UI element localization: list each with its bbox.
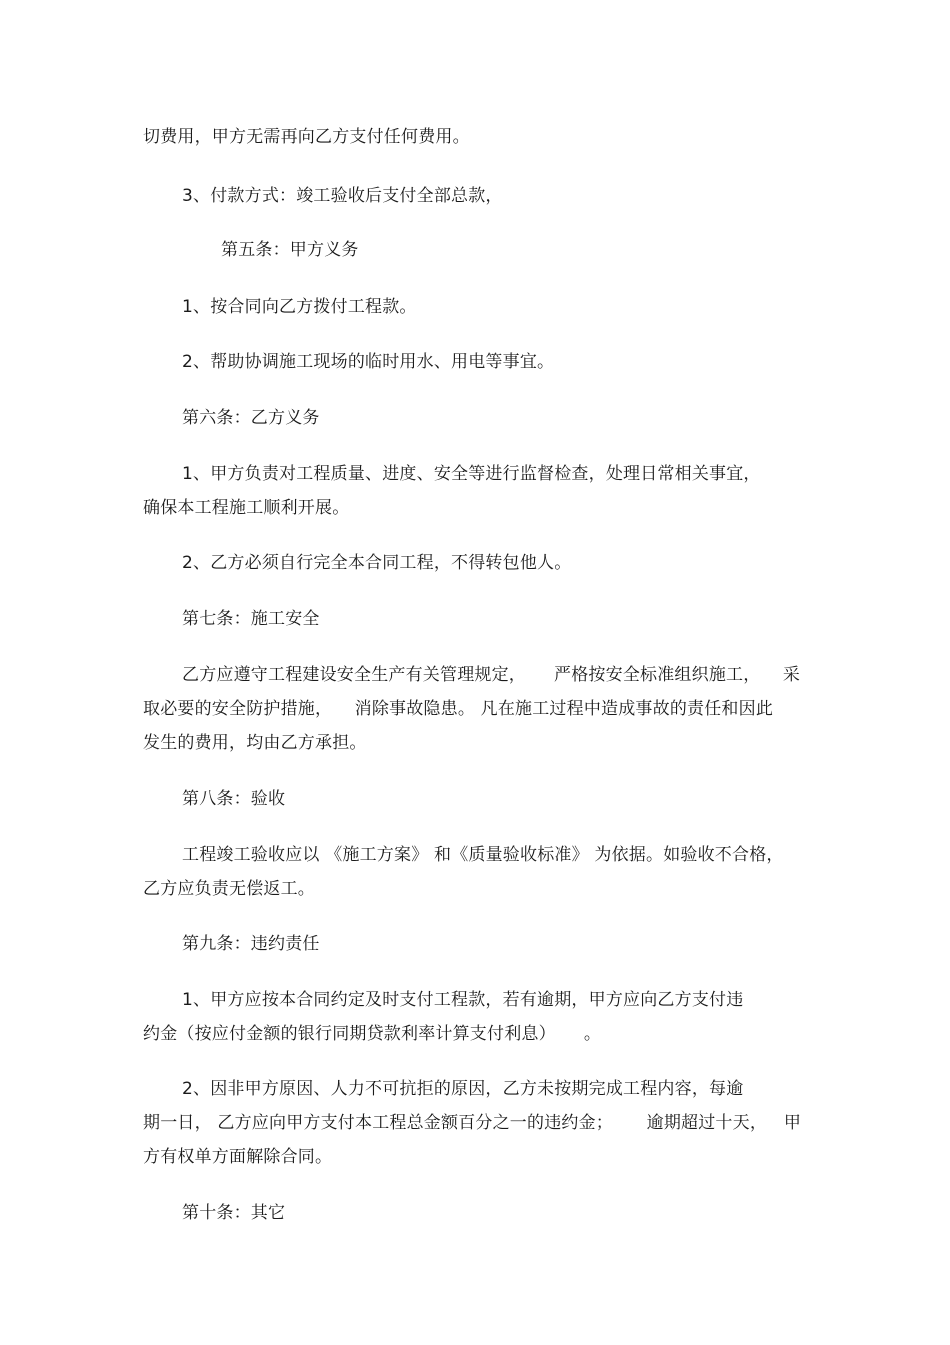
- text-line: 1、甲方应按本合同约定及时支付工程款，若有逾期，甲方应向乙方支付违: [182, 990, 744, 1010]
- text-line: 确保本工程施工顺利开展。: [143, 498, 350, 518]
- text-line: 发生的费用，均由乙方承担。: [143, 733, 367, 753]
- text-line: 取必要的安全防护措施， 消除事故隐患。 凡在施工过程中造成事故的责任和因此: [143, 699, 774, 719]
- text-line: 2、帮助协调施工现场的临时用水、用电等事宜。: [182, 352, 555, 372]
- text-line: 1、按合同向乙方拨付工程款。: [182, 297, 417, 317]
- text-line: 期一日， 乙方应向甲方支付本工程总金额百分之一的违约金； 逾期超过十天， 甲: [143, 1113, 802, 1133]
- section-heading: 第十条：其它: [182, 1203, 286, 1223]
- text-line: 2、因非甲方原因、人力不可抗拒的原因，乙方未按期完成工程内容，每逾: [182, 1079, 744, 1099]
- section-heading: 第六条：乙方义务: [182, 408, 320, 428]
- text-line: 3、付款方式：竣工验收后支付全部总款，: [182, 186, 503, 206]
- section-heading: 第八条：验收: [182, 789, 286, 809]
- text-line: 方有权单方面解除合同。: [143, 1147, 333, 1167]
- text-line: 约金（按应付金额的银行同期贷款利率计算支付利息） 。: [143, 1024, 602, 1044]
- text-line: 切费用，甲方无需再向乙方支付任何费用。: [143, 127, 470, 147]
- section-heading: 第五条：甲方义务: [221, 240, 359, 260]
- text-line: 工程竣工验收应以 《施工方案》 和《质量验收标准》 为依据。如验收不合格，: [182, 845, 784, 865]
- text-line: 2、乙方必须自行完全本合同工程，不得转包他人。: [182, 553, 572, 573]
- section-heading: 第七条：施工安全: [182, 609, 320, 629]
- text-line: 乙方应遵守工程建设安全生产有关管理规定， 严格按安全标准组织施工， 采: [182, 665, 801, 685]
- text-line: 1、甲方负责对工程质量、进度、安全等进行监督检查，处理日常相关事宜，: [182, 464, 761, 484]
- text-line: 乙方应负责无偿返工。: [143, 879, 315, 899]
- section-heading: 第九条：违约责任: [182, 934, 320, 954]
